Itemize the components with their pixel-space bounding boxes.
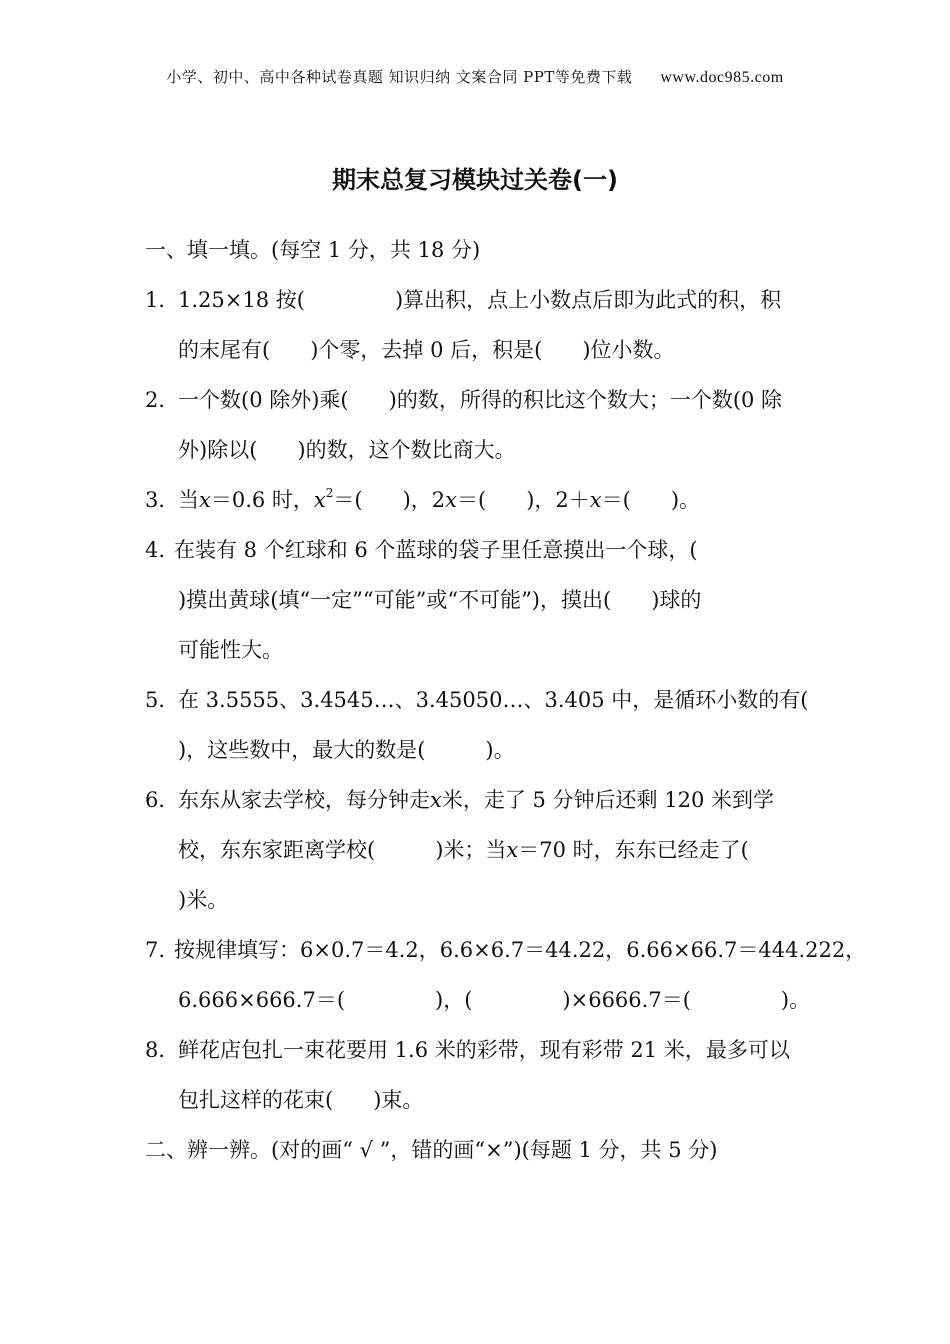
question-2: 2．一个数(0 除外)乘( )的数，所得的积比这个数大；一个数(0 除 (145, 385, 782, 415)
section-heading-1: 一、填一填。(每空 1 分，共 18 分) (145, 238, 481, 262)
question-4-continued: )摸出黄球(填“一定”“可能”或“不可能”)，摸出( )球的 (178, 588, 702, 612)
question-7-continued: 6.666×666.7＝( )，( )×6666.7＝( )。 (178, 988, 811, 1012)
question-8-continued: 包扎这样的花束( )束。 (178, 1088, 424, 1112)
question-5-continued: )，这些数中，最大的数是( )。 (178, 738, 515, 762)
question-number: 1． (145, 288, 180, 312)
question-4: 4.在装有 8 个红球和 6 个蓝球的袋子里任意摸出一个球，( (145, 535, 698, 565)
question-6-continued: 校，东东家距离学校( )米；当x＝70 时，东东已经走了( (178, 838, 749, 862)
header-url[interactable]: www.doc985.com (660, 69, 784, 86)
question-3: 3．当x＝0.6 时，$x^2=$( )，2x＝( )，2＋x＝( )。 (145, 485, 700, 515)
question-number: 3． (145, 488, 180, 512)
question-5: 5．在 3.5555、3.4545…、3.45050…、3.405 中，是循环小数的有( (145, 685, 808, 715)
question-number: 6． (145, 788, 180, 812)
question-6-continued-2: )米。 (178, 888, 229, 912)
question-number: 8． (145, 1038, 180, 1062)
question-2-continued: 外)除以( )的数，这个数比商大。 (178, 438, 516, 462)
question-number: 4. (145, 538, 166, 562)
question-number: 5． (145, 688, 180, 712)
question-8: 8．鲜花店包扎一束花要用 1.6 米的彩带，现有彩带 21 米，最多可以 (145, 1035, 790, 1065)
question-6: 6．东东从家去学校，每分钟走x米，走了 5 分钟后还剩 120 米到学 (145, 785, 774, 815)
question-1-continued: 的末尾有( )个零，去掉 0 后，积是( )位小数。 (178, 338, 675, 362)
question-4-continued-2: 可能性大。 (178, 638, 283, 662)
question-number: 7. (145, 938, 166, 962)
header-text: 小学、初中、高中各种试卷真题 知识归纳 文案合同 PPT等免费下载 (166, 68, 633, 86)
question-number: 2． (145, 388, 180, 412)
page-title: 期末总复习模块过关卷(一) (332, 166, 618, 194)
section-heading-2: 二、辨一辨。(对的画“ √ ”，错的画“×”)(每题 1 分，共 5 分) (145, 1138, 718, 1162)
question-1: 1．1.25×18 按( )算出积，点上小数点后即为此式的积，积 (145, 285, 781, 315)
page-header (0, 66, 950, 87)
question-7: 7.按规律填写：6×0.7＝4.2，6.6×6.7＝44.22，6.66×66.7＝444.222， (145, 935, 866, 965)
